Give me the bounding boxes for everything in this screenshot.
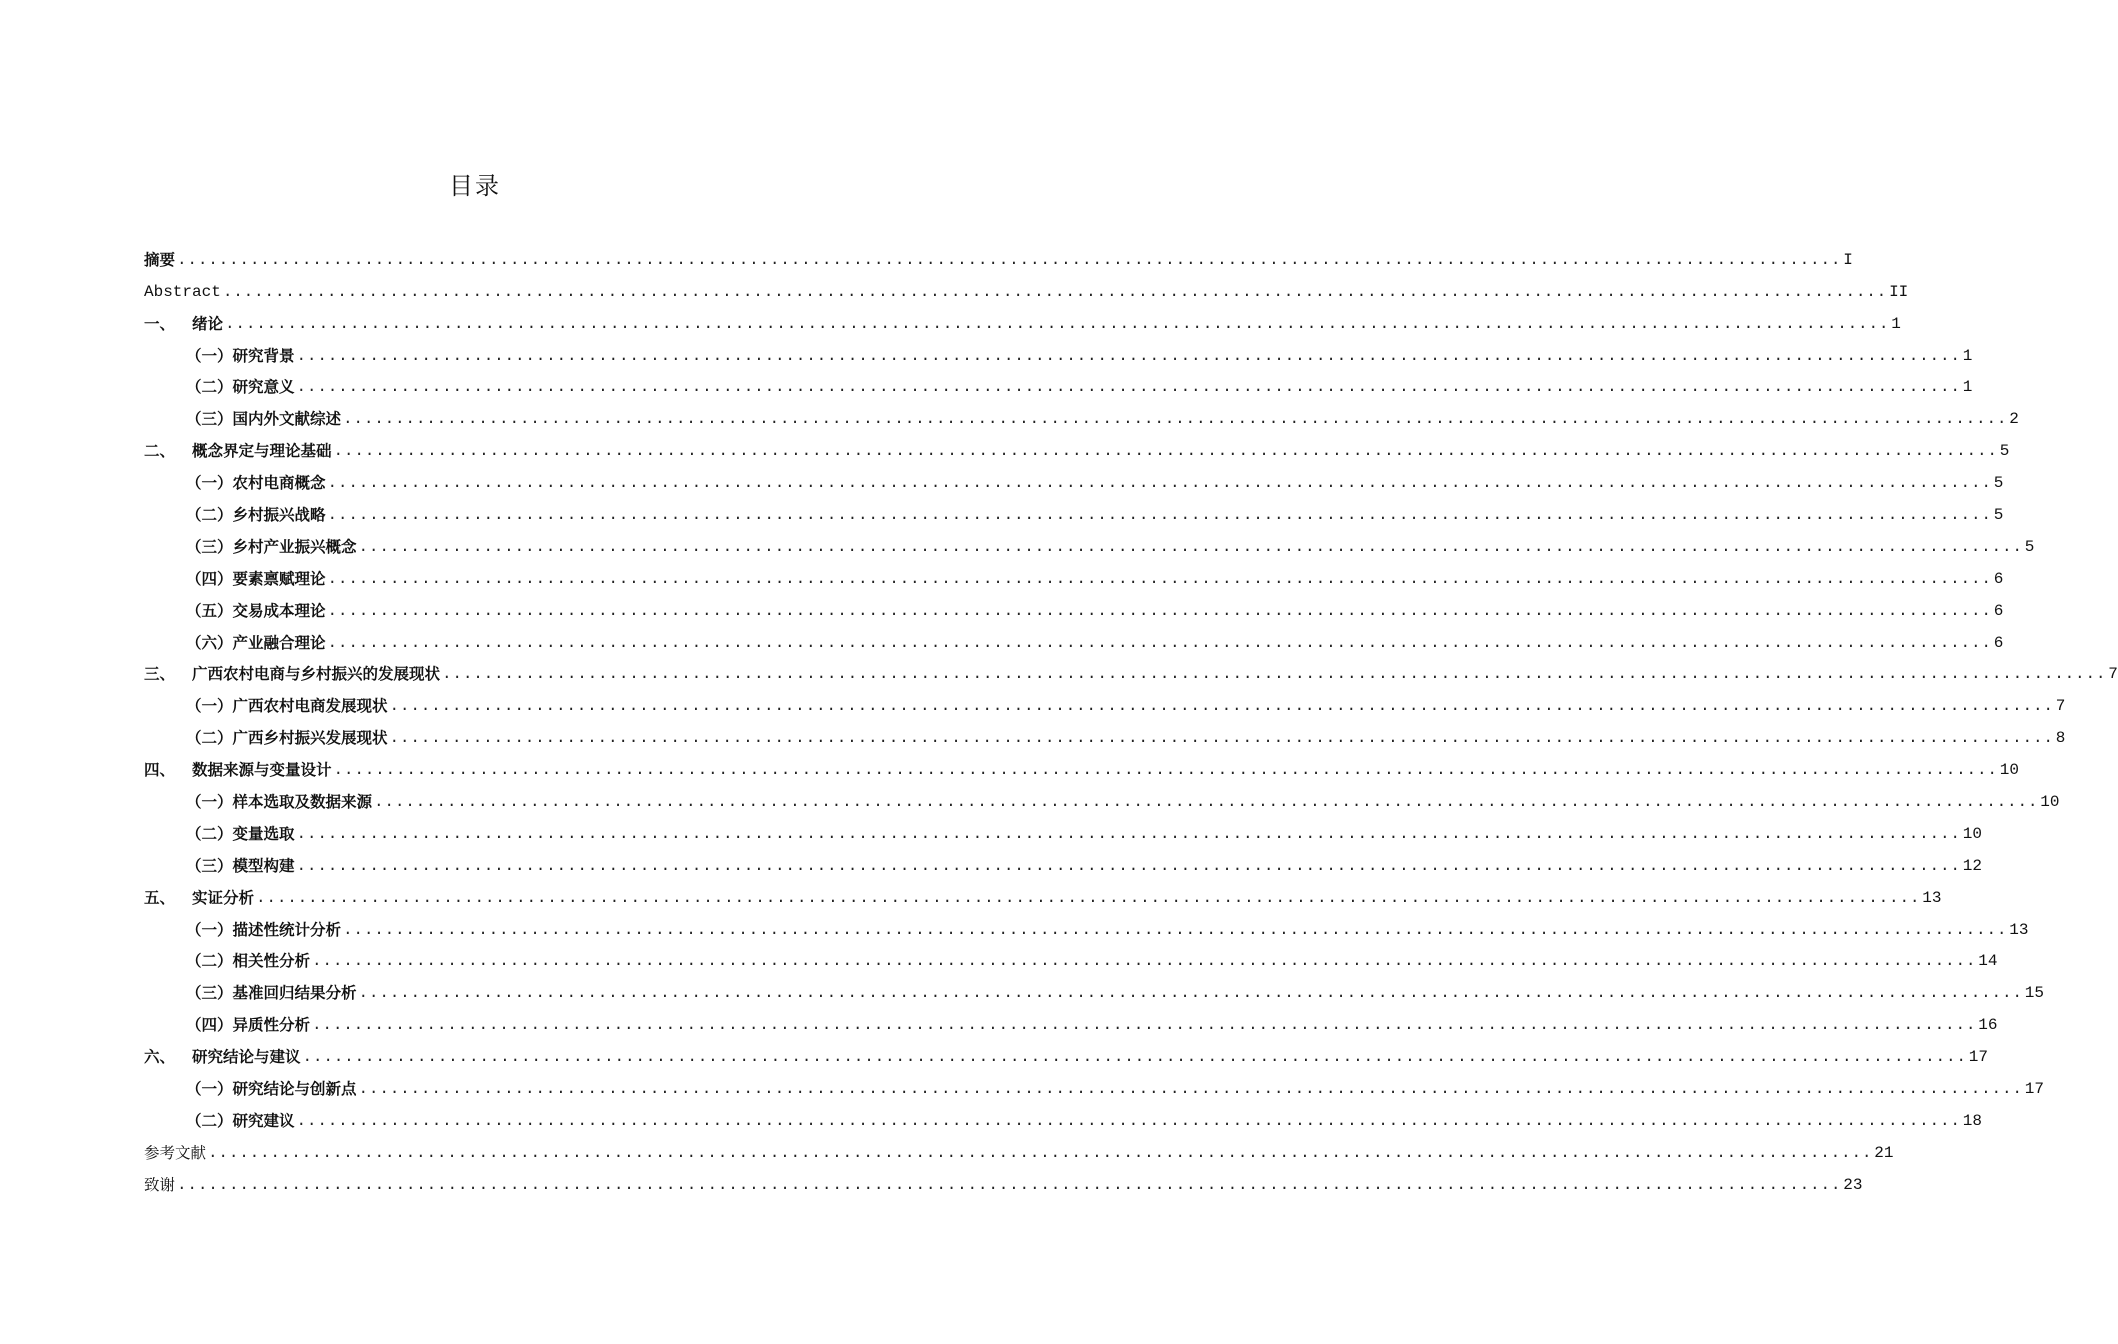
toc-page-number: 6: [1993, 601, 2004, 620]
toc-subentry[interactable]: [144, 525, 2035, 557]
toc-page-number: 18: [1962, 1111, 1982, 1130]
toc-entry-text: （一）样本选取及数据来源: [186, 793, 373, 812]
toc-entry-text: 致谢: [144, 1175, 176, 1194]
toc-dot-leader: ................................................................................................................................................................: [389, 697, 2054, 716]
toc-dot-leader: ................................................................................................................................................................: [177, 1175, 1842, 1194]
toc-entry-text: 绪论: [192, 314, 224, 333]
toc-entry-text: （三）模型构建: [186, 856, 295, 875]
toc-entry-text: （二）乡村振兴战略: [186, 506, 326, 525]
toc-dot-leader: ................................................................................................................................................................: [327, 633, 1992, 652]
toc-chapter-number: 一、: [144, 314, 176, 333]
toc-dot-leader: ................................................................................................................................................................: [327, 569, 1992, 588]
toc-dot-leader: ................................................................................................................................................................: [343, 920, 2008, 939]
toc-page-number: 6: [1993, 569, 2004, 588]
toc-entry-label: [144, 1175, 175, 1195]
toc-dot-leader: ................................................................................................................................................................: [333, 761, 1998, 780]
toc-entry-text: （一）描述性统计分析: [186, 920, 342, 939]
toc-dot-leader: ................................................................................................................................................................: [296, 856, 1961, 875]
toc-subentry[interactable]: [144, 589, 2004, 621]
toc-dot-leader: ................................................................................................................................................................: [296, 346, 1961, 365]
toc-entry-text: （二）变量选取: [186, 824, 295, 843]
toc-page-number: 1: [1962, 378, 1973, 397]
toc-entry-label: [186, 792, 372, 812]
toc-entry-label: [186, 505, 326, 525]
toc-dot-leader: ................................................................................................................................................................: [256, 888, 1921, 907]
toc-entry-text: （二）研究意义: [186, 378, 295, 397]
toc-entry-text: （二）广西乡村振兴发展现状: [186, 729, 388, 748]
toc-subentry[interactable]: [144, 461, 2004, 493]
toc-entry-label: [144, 664, 440, 684]
toc-entry-label: [144, 314, 223, 334]
toc-page-number: 10: [1999, 761, 2019, 780]
toc-subentry[interactable]: [144, 684, 2066, 716]
toc-entry-label: [186, 728, 388, 748]
toc-chapter-number: 二、: [144, 442, 176, 461]
toc-entry-label: [144, 250, 175, 270]
toc-entry-text: （一）农村电商概念: [186, 474, 326, 493]
toc-entry[interactable]: [144, 238, 1853, 270]
toc-subentry[interactable]: [144, 621, 2004, 653]
toc-subentry[interactable]: [144, 334, 1973, 366]
toc-page-number: 17: [2024, 1080, 2044, 1099]
toc-dot-leader: ................................................................................................................................................................: [208, 1143, 1873, 1162]
toc-dot-leader: ................................................................................................................................................................: [389, 729, 2054, 748]
toc-entry-label: [186, 633, 326, 653]
toc-dot-leader: ................................................................................................................................................................: [358, 537, 2023, 556]
toc-entry[interactable]: [144, 748, 2019, 780]
toc-entry-text: （一）广西农村电商发展现状: [186, 697, 388, 716]
toc-subentry[interactable]: [144, 397, 2019, 429]
toc-subentry[interactable]: [144, 366, 1973, 398]
toc-entry-text: （一）研究结论与创新点: [186, 1080, 357, 1099]
toc-subentry[interactable]: [144, 812, 1982, 844]
toc-subentry[interactable]: [144, 716, 2066, 748]
toc-dot-leader: ................................................................................................................................................................: [374, 793, 2039, 812]
toc-page-number: 5: [1999, 442, 2010, 461]
toc-entry-label: [186, 377, 295, 397]
toc-entry[interactable]: [144, 876, 1942, 908]
toc-entry-label: [186, 824, 295, 844]
toc-subentry[interactable]: [144, 1099, 1982, 1131]
toc-entry-label: [186, 346, 295, 366]
toc-entry[interactable]: [144, 1163, 1863, 1195]
toc-page-number: 2: [2009, 410, 2019, 429]
toc-dot-leader: ................................................................................................................................................................: [296, 1111, 1961, 1130]
toc-page-number: 10: [1962, 824, 1982, 843]
toc-dot-leader: ................................................................................................................................................................: [358, 1080, 2023, 1099]
toc-page-number: 5: [1993, 474, 2004, 493]
toc-dot-leader: ................................................................................................................................................................: [333, 442, 1998, 461]
toc-page-number: 5: [1993, 506, 2004, 525]
toc-page-number: 17: [1968, 1048, 1988, 1067]
toc-entry-label: [144, 1143, 206, 1163]
toc-entry-text: 概念界定与理论基础: [192, 442, 332, 461]
toc-subentry[interactable]: [144, 1067, 2044, 1099]
toc-dot-leader: ................................................................................................................................................................: [327, 474, 1992, 493]
toc-dot-leader: ................................................................................................................................................................: [312, 952, 1977, 971]
toc-dot-leader: ................................................................................................................................................................: [296, 824, 1961, 843]
toc-entry-text: Abstract: [144, 282, 221, 301]
toc-entry-label: [144, 888, 254, 908]
toc-entry-label: [186, 473, 326, 493]
toc-entry-text: 实证分析: [192, 888, 255, 907]
toc-entry-label: [186, 951, 310, 971]
toc-entry-label: [186, 983, 357, 1003]
toc-subentry[interactable]: [144, 971, 2044, 1003]
toc-entry-text: （六）产业融合理论: [186, 633, 326, 652]
toc-page-number: 21: [1874, 1143, 1894, 1162]
toc-page-number: 23: [1843, 1175, 1863, 1194]
toc-page-number: 1: [1962, 346, 1973, 365]
toc-dot-leader: ................................................................................................................................................................: [358, 984, 2023, 1003]
toc-entry-text: 摘要: [144, 250, 176, 269]
toc-subentry[interactable]: [144, 780, 2060, 812]
toc-page-number: 12: [1962, 856, 1982, 875]
toc-dot-leader: ................................................................................................................................................................: [302, 1048, 1967, 1067]
toc-entry-text: （三）基准回归结果分析: [186, 984, 357, 1003]
toc-entry-text: （四）要素禀赋理论: [186, 569, 326, 588]
toc-entry-label: [186, 569, 326, 589]
toc-page-number: 1: [1891, 314, 1901, 333]
toc-entry-text: （二）研究建议: [186, 1111, 295, 1130]
table-of-contents: [144, 238, 2118, 1195]
toc-entry[interactable]: [144, 653, 2118, 685]
toc-entry-label: [186, 920, 341, 940]
toc-page-number: 6: [1993, 633, 2004, 652]
toc-entry-label: [186, 1015, 310, 1035]
toc-entry-text: （五）交易成本理论: [186, 601, 326, 620]
toc-dot-leader: ................................................................................................................................................................: [327, 506, 1992, 525]
toc-entry[interactable]: [144, 429, 2010, 461]
toc-page-number: 16: [1978, 1016, 1998, 1035]
toc-entry-label: [144, 760, 332, 780]
toc-page-number: 15: [2024, 984, 2044, 1003]
toc-entry-text: （三）乡村产业振兴概念: [186, 537, 357, 556]
toc-entry-label: [186, 856, 295, 876]
toc-chapter-number: 六、: [144, 1048, 176, 1067]
toc-title: 目录: [449, 172, 501, 200]
toc-dot-leader: ................................................................................................................................................................: [312, 1016, 1977, 1035]
toc-dot-leader: ................................................................................................................................................................: [442, 665, 2107, 684]
toc-entry-text: 参考文献: [144, 1143, 207, 1162]
toc-entry-text: 广西农村电商与乡村振兴的发展现状: [192, 665, 441, 684]
toc-entry-label: [186, 601, 326, 621]
toc-entry-text: 数据来源与变量设计: [192, 761, 332, 780]
toc-entry-label: [186, 1111, 295, 1131]
toc-dot-leader: ................................................................................................................................................................: [225, 314, 1890, 333]
toc-entry-label: [186, 1079, 357, 1099]
toc-page-number: 13: [1922, 888, 1942, 907]
toc-page-number: 5: [2024, 537, 2035, 556]
toc-chapter-number: 五、: [144, 888, 176, 907]
toc-dot-leader: ................................................................................................................................................................: [343, 410, 2008, 429]
toc-entry-label: [186, 537, 357, 557]
toc-subentry[interactable]: [144, 844, 1982, 876]
toc-subentry[interactable]: [144, 557, 2004, 589]
toc-page-number: 8: [2055, 729, 2066, 748]
toc-entry-label: [186, 696, 388, 716]
toc-chapter-number: 三、: [144, 665, 176, 684]
toc-dot-leader: ................................................................................................................................................................: [296, 378, 1961, 397]
toc-entry-label: [144, 441, 332, 461]
toc-subentry[interactable]: [144, 908, 2029, 940]
toc-entry[interactable]: [144, 302, 1901, 334]
toc-page-number: II: [1889, 282, 1909, 301]
toc-entry-text: （四）异质性分析: [186, 1016, 311, 1035]
toc-subentry[interactable]: [144, 493, 2004, 525]
toc-chapter-number: 四、: [144, 761, 176, 780]
toc-page-number: I: [1843, 250, 1853, 269]
toc-entry[interactable]: [144, 1035, 1988, 1067]
toc-page-number: 10: [2040, 793, 2060, 812]
toc-page-number: 7: [2108, 665, 2118, 684]
toc-entry-label: [144, 1047, 301, 1067]
toc-entry-text: 研究结论与建议: [192, 1048, 301, 1067]
toc-page-number: 14: [1978, 952, 1998, 971]
toc-entry[interactable]: [144, 1131, 1894, 1163]
toc-entry-label: [186, 409, 341, 429]
toc-entry-text: （二）相关性分析: [186, 952, 311, 971]
toc-page-number: 13: [2009, 920, 2029, 939]
toc-dot-leader: ................................................................................................................................................................: [177, 250, 1842, 269]
toc-dot-leader: ................................................................................................................................................................: [327, 601, 1992, 620]
toc-subentry[interactable]: [144, 1003, 1998, 1035]
toc-entry-text: （三）国内外文献综述: [186, 410, 342, 429]
toc-entry-text: （一）研究背景: [186, 346, 295, 365]
toc-entry[interactable]: [144, 270, 1909, 302]
toc-subentry[interactable]: [144, 940, 1998, 972]
toc-dot-leader: ................................................................................................................................................................: [222, 282, 1888, 301]
toc-entry-label: [144, 282, 221, 302]
toc-page-number: 7: [2055, 697, 2066, 716]
